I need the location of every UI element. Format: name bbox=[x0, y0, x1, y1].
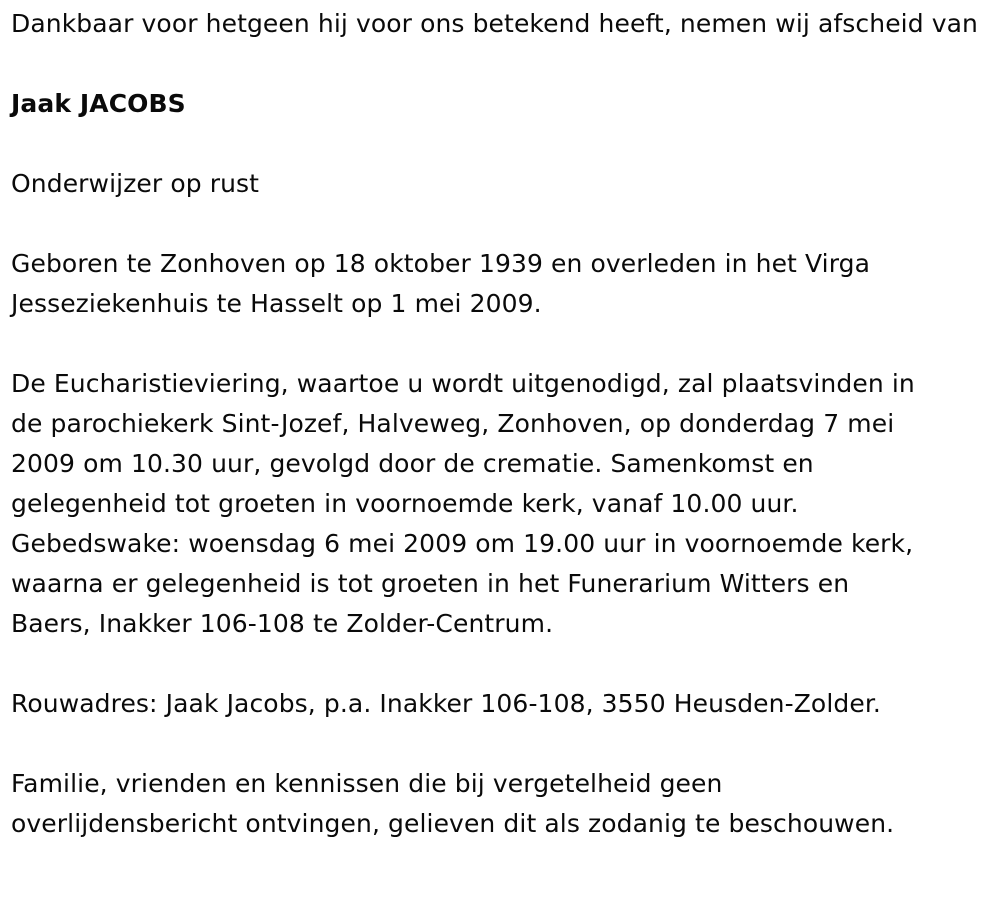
obituary-notice bbox=[11, 4, 986, 844]
ceremony-paragraph bbox=[11, 364, 986, 644]
spacer bbox=[11, 644, 986, 684]
text-line: Baers, Inakker 106-108 te Zolder-Centrum. bbox=[11, 609, 554, 638]
mourning-address: Rouwadres: Jaak Jacobs, p.a. Inakker 106-108, 3550 Heusden-Zolder. bbox=[11, 689, 881, 718]
intro-text: Dankbaar voor hetgeen hij voor ons betekend heeft, nemen wij afscheid van bbox=[11, 9, 978, 38]
text-line: 2009 om 10.30 uur, gevolgd door de crematie. Samenkomst en bbox=[11, 449, 814, 478]
text-line: overlijdensbericht ontvingen, gelieven dit als zodanig te beschouwen. bbox=[11, 809, 895, 838]
spacer bbox=[11, 204, 986, 244]
text-line: Jesseziekenhuis te Hasselt op 1 mei 2009. bbox=[11, 289, 542, 318]
text-line: Familie, vrienden en kennissen die bij vergetelheid geen bbox=[11, 769, 723, 798]
text-line: gelegenheid tot groeten in voornoemde kerk, vanaf 10.00 uur. bbox=[11, 489, 799, 518]
text-line: De Eucharistieviering, waartoe u wordt uitgenodigd, zal plaatsvinden in bbox=[11, 369, 915, 398]
text-line: Geboren te Zonhoven op 18 oktober 1939 en overleden in het Virga bbox=[11, 249, 871, 278]
spacer bbox=[11, 124, 986, 164]
spacer bbox=[11, 44, 986, 84]
deceased-name: Jaak JACOBS bbox=[11, 89, 186, 118]
text-line: waarna er gelegenheid is tot groeten in het Funerarium Witters en bbox=[11, 569, 850, 598]
spacer bbox=[11, 724, 986, 764]
spacer bbox=[11, 324, 986, 364]
text-line: de parochiekerk Sint-Jozef, Halveweg, Zonhoven, op donderdag 7 mei bbox=[11, 409, 895, 438]
birth-death-paragraph bbox=[11, 244, 986, 324]
closing-paragraph bbox=[11, 764, 986, 844]
occupation-text: Onderwijzer op rust bbox=[11, 169, 260, 198]
text-line: Gebedswake: woensdag 6 mei 2009 om 19.00 uur in voornoemde kerk, bbox=[11, 529, 914, 558]
